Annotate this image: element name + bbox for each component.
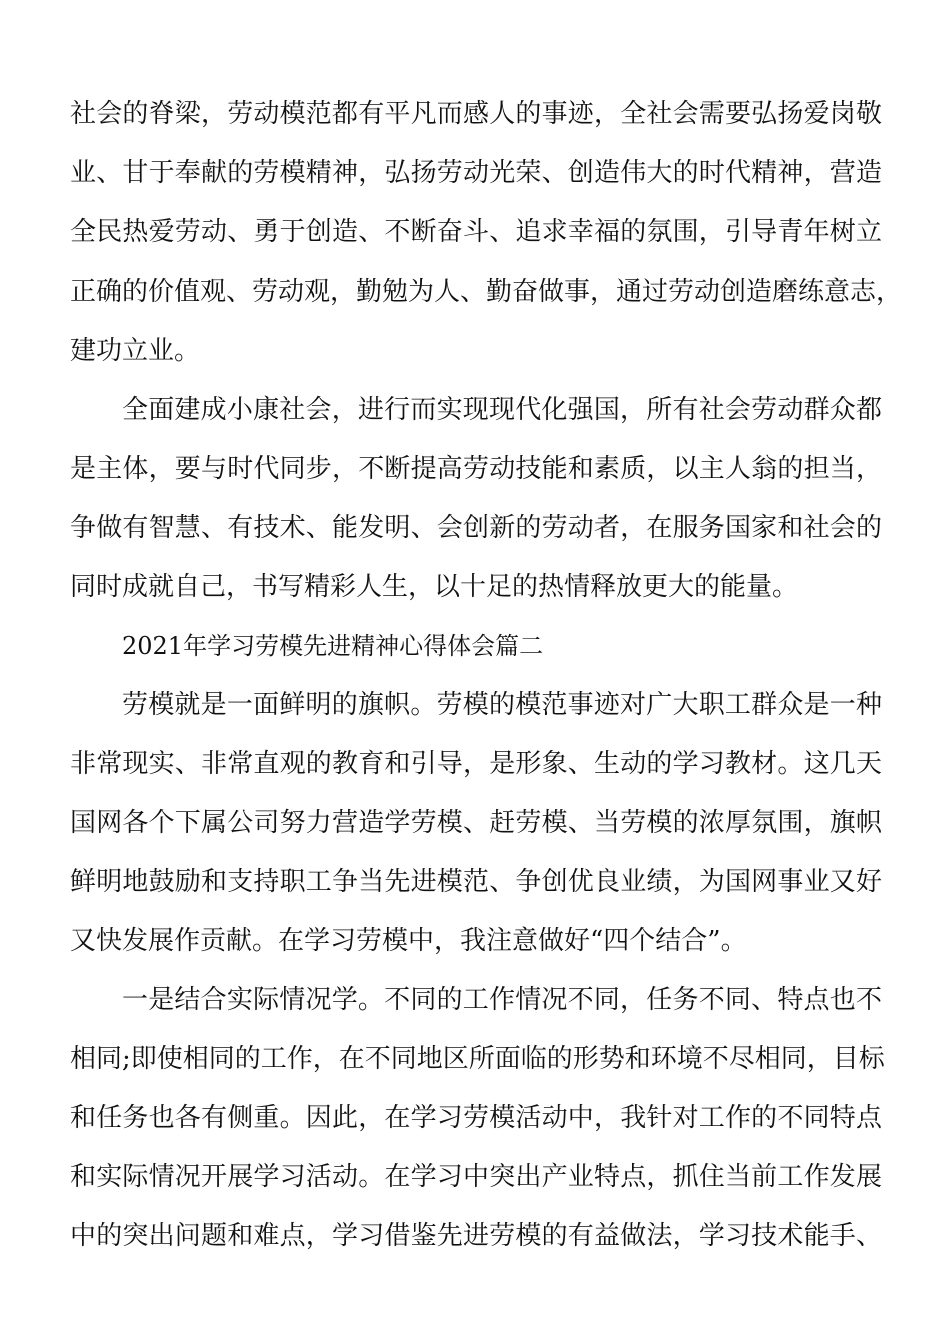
paragraph-1-line-4: 正确的价值观、劳动观，勤勉为人、勤奋做事，通过劳动创造磨练意志， [70, 277, 903, 307]
paragraph-3-line-2: 非常现实、非常直观的教育和引导，是形象、生动的学习教材。这几天 [70, 749, 882, 779]
paragraph-2-line-4: 同时成就自己，书写精彩人生，以十足的热情释放更大的能量。 [70, 572, 799, 602]
paragraph-1-line-5: 建功立业。 [70, 336, 201, 366]
paragraph-2-line-2: 是主体，要与时代同步，不断提高劳动技能和素质，以主人翁的担当， [70, 454, 882, 484]
paragraph-1-line-1: 社会的脊梁，劳动模范都有平凡而感人的事迹，全社会需要弘扬爱岗敬 [70, 99, 882, 129]
paragraph-4-line-2: 相同;即使相同的工作，在不同地区所面临的形势和环境不尽相同，目标 [70, 1044, 885, 1074]
paragraph-3-line-5: 又快发展作贡献。在学习劳模中，我注意做好“四个结合”。 [70, 926, 747, 956]
paragraph-2-line-1: 全面建成小康社会，进行而实现现代化强国，所有社会劳动群众都 [122, 395, 882, 425]
paragraph-1-line-2: 业、甘于奉献的劳模精神，弘扬劳动光荣、创造伟大的时代精神，营造 [70, 158, 882, 188]
paragraph-4-line-3: 和任务也各有侧重。因此，在学习劳模活动中，我针对工作的不同特点 [70, 1103, 882, 1133]
paragraph-3-line-4: 鲜明地鼓励和支持职工争当先进模范、争创优良业绩，为国网事业又好 [70, 867, 882, 897]
paragraph-1-line-3: 全民热爱劳动、勇于创造、不断奋斗、追求幸福的氛围，引导青年树立 [70, 217, 882, 247]
section-heading: 2021年学习劳模先进精神心得体会篇二 [122, 632, 544, 660]
paragraph-3-line-1: 劳模就是一面鲜明的旗帜。劳模的模范事迹对广大职工群众是一种 [122, 690, 882, 720]
paragraph-4-line-4: 和实际情况开展学习活动。在学习中突出产业特点，抓住当前工作发展 [70, 1162, 882, 1192]
paragraph-3-line-3: 国网各个下属公司努力营造学劳模、赶劳模、当劳模的浓厚氛围，旗帜 [70, 808, 882, 838]
paragraph-2-line-3: 争做有智慧、有技术、能发明、会创新的劳动者，在服务国家和社会的 [70, 513, 882, 543]
paragraph-4-line-1: 一是结合实际情况学。不同的工作情况不同，任务不同、特点也不 [122, 985, 882, 1015]
paragraph-4-line-5: 中的突出问题和难点，学习借鉴先进劳模的有益做法，学习技术能手、 [70, 1221, 882, 1251]
